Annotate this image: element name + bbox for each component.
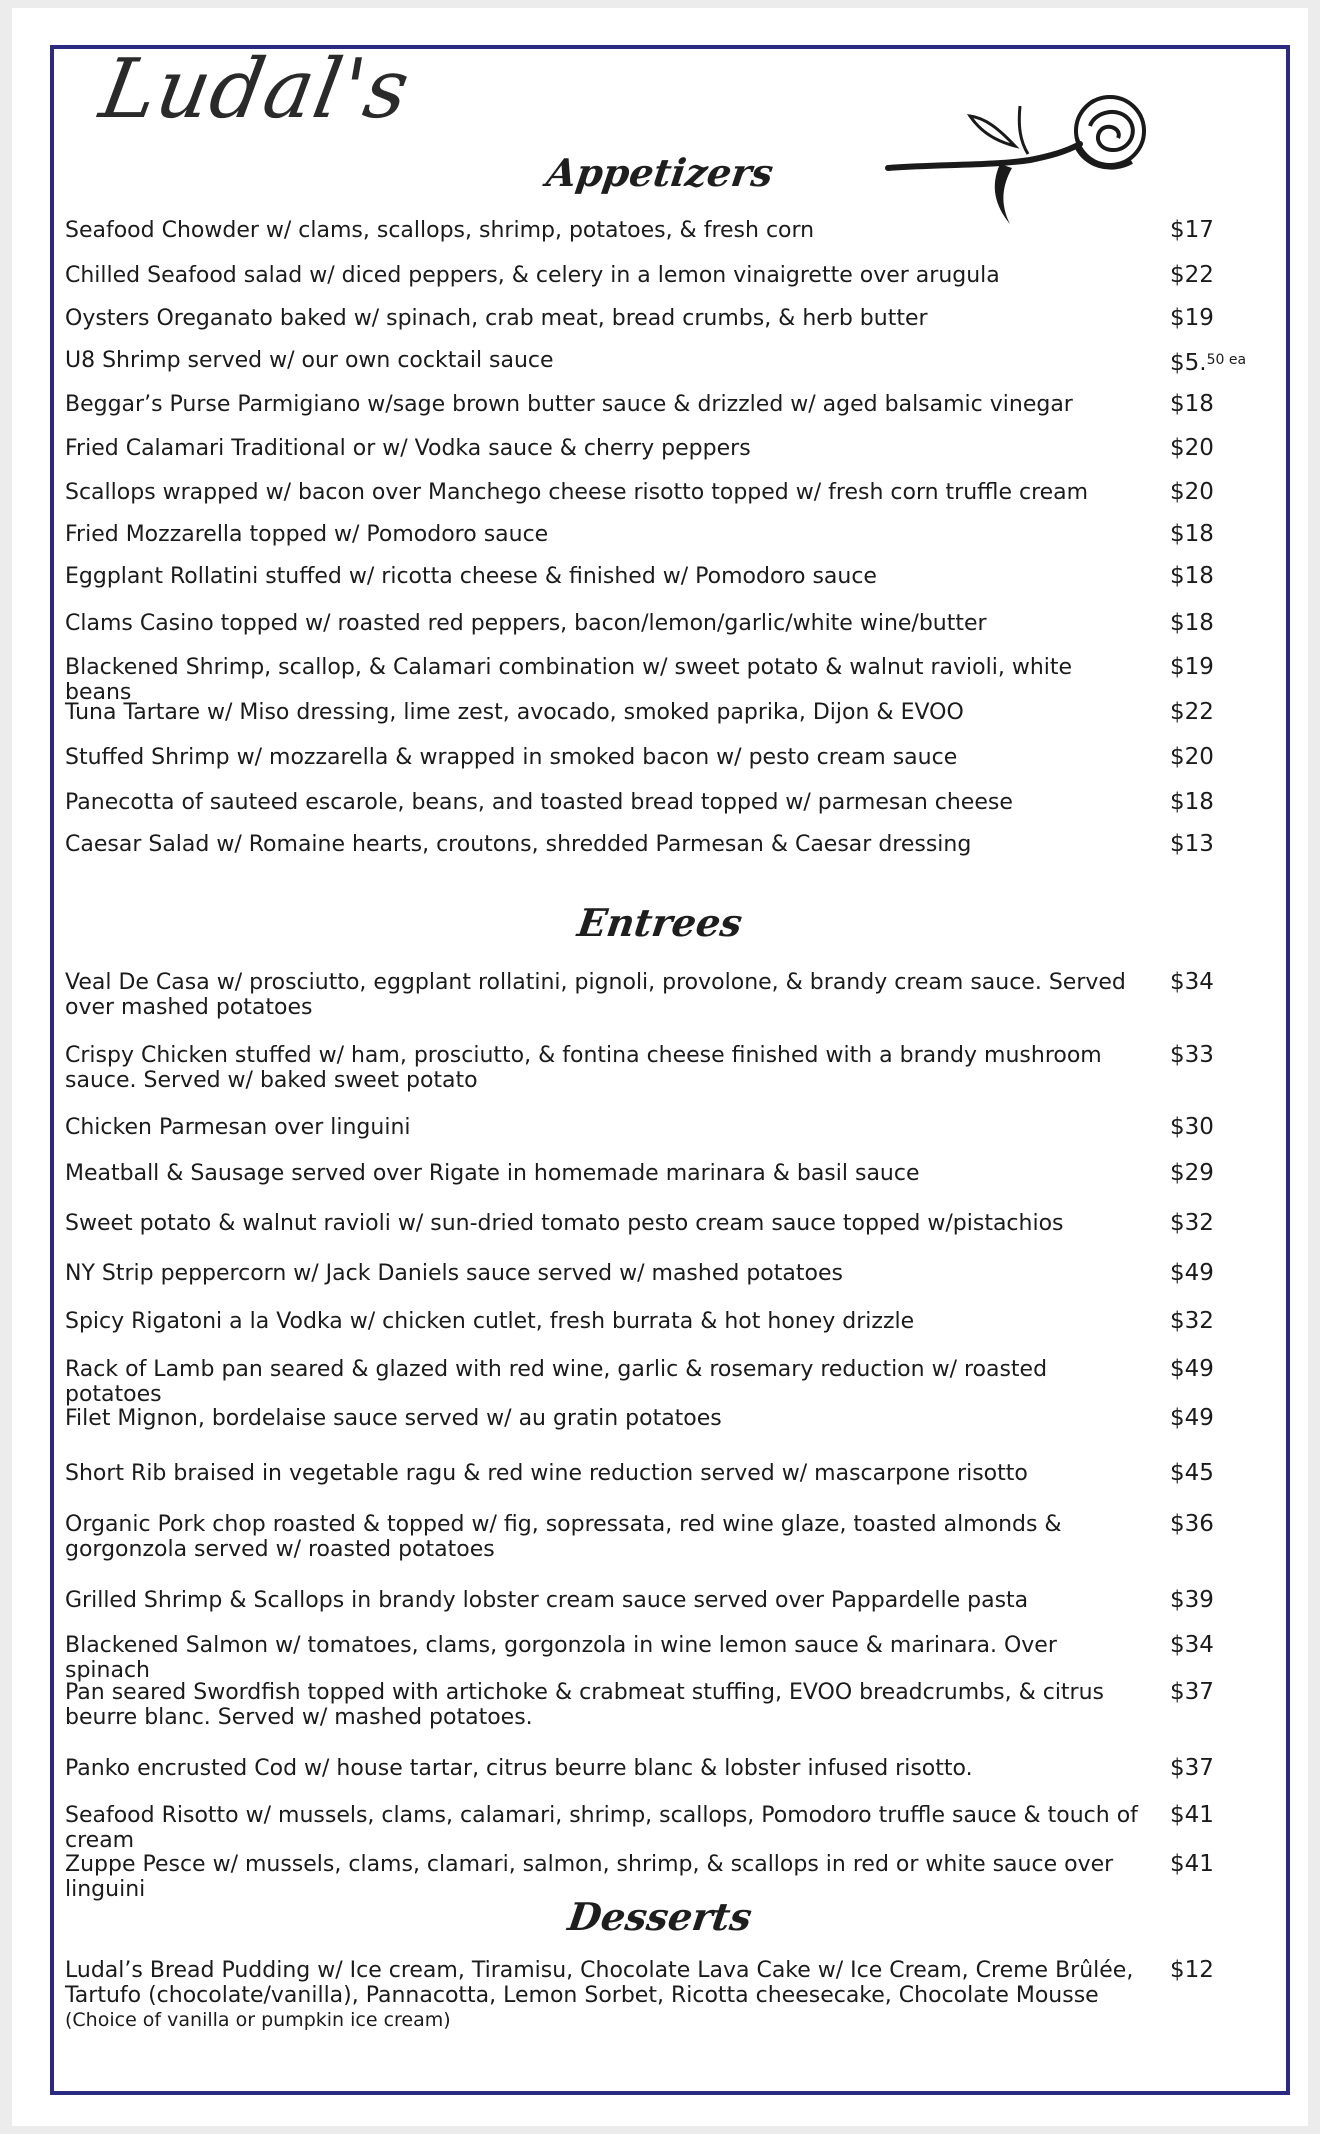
price-value: $39 xyxy=(1170,1587,1214,1613)
menu-item-description: Crispy Chicken stuffed w/ ham, prosciutto, & fontina cheese finished with a brandy mushroom sauce. Served w/ baked sweet potato xyxy=(65,1043,1102,1093)
menu-item-price xyxy=(1170,263,1270,288)
menu-item xyxy=(65,832,1170,857)
menu-item-description: Blackened Salmon w/ tomatoes, clams, gorgonzola in wine lemon sauce & marinara. Over spinach xyxy=(65,1633,1057,1683)
menu-item xyxy=(65,1161,1170,1186)
menu-item-price xyxy=(1170,392,1270,417)
menu-item-price xyxy=(1170,1512,1270,1537)
price-value: $20 xyxy=(1170,479,1214,505)
entrees-heading: Entrees xyxy=(574,900,746,945)
menu-item-description: Chicken Parmesan over linguini xyxy=(65,1115,411,1140)
menu-item xyxy=(65,1043,1170,1093)
desserts-heading: Desserts xyxy=(565,1894,755,1939)
menu-item-description: Chilled Seafood salad w/ diced peppers, & celery in a lemon vinaigrette over arugula xyxy=(65,263,1000,288)
menu-item-description: Panecotta of sauteed escarole, beans, and toasted bread topped w/ parmesan cheese xyxy=(65,790,1013,815)
menu-item xyxy=(65,1211,1170,1236)
menu-item-price xyxy=(1170,348,1270,376)
menu-item-description: Beggar’s Purse Parmigiano w/sage brown butter sauce & drizzled w/ aged balsamic vinegar xyxy=(65,392,1073,417)
menu-item-description: Rack of Lamb pan seared & glazed with red wine, garlic & rosemary reduction w/ roasted potatoes xyxy=(65,1357,1048,1407)
menu-item-price xyxy=(1170,306,1270,331)
menu-item xyxy=(65,790,1170,815)
restaurant-logo xyxy=(93,42,417,152)
menu-item xyxy=(65,1115,1170,1140)
menu-item xyxy=(65,745,1170,770)
menu-item-description: Seafood Risotto w/ mussels, clams, calamari, shrimp, scallops, Pomodoro truffle sauce & touch of cream xyxy=(65,1803,1138,1853)
menu-item-description: Tuna Tartare w/ Miso dressing, lime zest, avocado, smoked paprika, Dijon & EVOO xyxy=(65,700,964,725)
menu-item-price xyxy=(1170,1803,1270,1828)
menu-item xyxy=(65,522,1170,547)
menu-item-description: Panko encrusted Cod w/ house tartar, citrus beurre blanc & lobster infused risotto. xyxy=(65,1756,973,1781)
menu-item-price xyxy=(1170,1852,1270,1877)
price-value: $18 xyxy=(1170,521,1214,547)
menu-item-price xyxy=(1170,480,1270,505)
price-value: $19 xyxy=(1170,654,1214,680)
price-value: $36 xyxy=(1170,1511,1214,1537)
price-suffix: 50 ea xyxy=(1206,352,1247,368)
appetizers-heading: Appetizers xyxy=(543,150,777,195)
menu-item-price xyxy=(1170,745,1270,770)
menu-item xyxy=(65,1512,1170,1562)
menu-item-price xyxy=(1170,700,1270,725)
price-value: $34 xyxy=(1170,969,1214,995)
menu-item-price xyxy=(1170,1161,1270,1186)
menu-item-price xyxy=(1170,1588,1270,1613)
price-value: $17 xyxy=(1170,217,1214,243)
price-value: $30 xyxy=(1170,1114,1214,1140)
menu-item xyxy=(65,436,1170,461)
menu-item-description: Scallops wrapped w/ bacon over Manchego cheese risotto topped w/ fresh corn truffle cream xyxy=(65,480,1089,505)
menu-item xyxy=(65,611,1170,636)
menu-item xyxy=(65,1803,1170,1853)
menu-item xyxy=(65,348,1170,373)
menu-item-description: Fried Mozzarella topped w/ Pomodoro sauce xyxy=(65,522,549,547)
menu-item-price xyxy=(1170,1633,1270,1658)
menu-item xyxy=(65,700,1170,725)
menu-item xyxy=(65,1756,1170,1781)
price-value: $22 xyxy=(1170,262,1214,288)
menu-item-price xyxy=(1170,1043,1270,1068)
menu-item xyxy=(65,1261,1170,1286)
price-value: $13 xyxy=(1170,831,1214,857)
menu-item-description: U8 Shrimp served w/ our own cocktail sauce xyxy=(65,348,554,373)
price-value: $20 xyxy=(1170,435,1214,461)
price-value: $5. xyxy=(1170,350,1207,376)
price-value: $18 xyxy=(1170,391,1214,417)
menu-item-description: Spicy Rigatoni a la Vodka w/ chicken cutlet, fresh burrata & hot honey drizzle xyxy=(65,1309,915,1334)
price-value: $37 xyxy=(1170,1755,1214,1781)
menu-item-price xyxy=(1170,1680,1270,1705)
menu-item xyxy=(65,655,1170,705)
menu-item-description: Sweet potato & walnut ravioli w/ sun-dried tomato pesto cream sauce topped w/pistachios xyxy=(65,1211,1064,1236)
menu-item-price xyxy=(1170,1261,1270,1286)
menu-item-description: Pan seared Swordfish topped with artichoke & crabmeat stuffing, EVOO breadcrumbs, & citrus beurre blanc. Served w/ mashed potatoes. xyxy=(65,1680,1105,1730)
price-value: $20 xyxy=(1170,744,1214,770)
menu-item-price xyxy=(1170,790,1270,815)
menu-item-note: (Choice of vanilla or pumpkin ice cream) xyxy=(65,2009,451,2031)
menu-item-price xyxy=(1170,436,1270,461)
price-value: $49 xyxy=(1170,1260,1214,1286)
price-value: $29 xyxy=(1170,1160,1214,1186)
menu-item-description: Filet Mignon, bordelaise sauce served w/ au gratin potatoes xyxy=(65,1406,722,1431)
price-value: $18 xyxy=(1170,610,1214,636)
menu-item-price xyxy=(1170,1357,1270,1382)
menu-item-description: Veal De Casa w/ prosciutto, eggplant rollatini, pignoli, provolone, & brandy cream sauce. Served over mashed potatoes xyxy=(65,970,1126,1020)
menu-item-price xyxy=(1170,1958,1270,1983)
menu-item-description: Oysters Oreganato baked w/ spinach, crab meat, bread crumbs, & herb butter xyxy=(65,306,928,331)
menu-item-description: Ludal’s Bread Pudding w/ Ice cream, Tiramisu, Chocolate Lava Cake w/ Ice Cream, Creme Brûlée, Tartufo (chocolate/vanilla), Pannacotta, Lemon Sorbet, Ricotta cheesecake, Chocolate Mousse xyxy=(65,1958,1134,2008)
price-value: $22 xyxy=(1170,699,1214,725)
menu-item-description: Short Rib braised in vegetable ragu & red wine reduction served w/ mascarpone risotto xyxy=(65,1461,1028,1486)
menu-item-price xyxy=(1170,1406,1270,1431)
menu-item xyxy=(65,480,1170,505)
menu-item-description: Blackened Shrimp, scallop, & Calamari combination w/ sweet potato & walnut ravioli, white beans xyxy=(65,655,1073,705)
menu-item-price xyxy=(1170,832,1270,857)
menu-item-price xyxy=(1170,522,1270,547)
menu-item-description: Meatball & Sausage served over Rigate in homemade marinara & basil sauce xyxy=(65,1161,920,1186)
menu-item xyxy=(65,1588,1170,1613)
menu-item-description: NY Strip peppercorn w/ Jack Daniels sauce served w/ mashed potatoes xyxy=(65,1261,843,1286)
menu-item-price xyxy=(1170,1309,1270,1334)
menu-item-description: Zuppe Pesce w/ mussels, clams, clamari, salmon, shrimp, & scallops in red or white sauce over linguini xyxy=(65,1852,1114,1902)
menu-item-description: Caesar Salad w/ Romaine hearts, croutons, shredded Parmesan & Caesar dressing xyxy=(65,832,972,857)
menu-item xyxy=(65,1406,1170,1431)
menu-item xyxy=(65,1357,1170,1407)
price-value: $32 xyxy=(1170,1308,1214,1334)
price-value: $18 xyxy=(1170,789,1214,815)
menu-item-price xyxy=(1170,1756,1270,1781)
menu-item-price xyxy=(1170,564,1270,589)
price-value: $41 xyxy=(1170,1851,1214,1877)
price-value: $33 xyxy=(1170,1042,1214,1068)
menu-item xyxy=(65,263,1170,288)
menu-item xyxy=(65,1461,1170,1486)
menu-item xyxy=(65,564,1170,589)
menu-item xyxy=(65,306,1170,331)
price-value: $18 xyxy=(1170,563,1214,589)
menu-item xyxy=(65,1309,1170,1334)
price-value: $34 xyxy=(1170,1632,1214,1658)
menu-item-price xyxy=(1170,655,1270,680)
price-value: $19 xyxy=(1170,305,1214,331)
restaurant-name: Ludal's xyxy=(93,42,417,137)
menu-item-description: Organic Pork chop roasted & topped w/ fig, sopressata, red wine glaze, toasted almonds & gorgonzola served w/ roasted potatoes xyxy=(65,1512,1062,1562)
menu-item-price xyxy=(1170,1461,1270,1486)
menu-item-description: Stuffed Shrimp w/ mozzarella & wrapped in smoked bacon w/ pesto cream sauce xyxy=(65,745,958,770)
menu-item xyxy=(65,1680,1170,1730)
menu-item-description: Clams Casino topped w/ roasted red peppers, bacon/lemon/garlic/white wine/butter xyxy=(65,611,987,636)
menu-item xyxy=(65,1958,1170,2032)
price-value: $49 xyxy=(1170,1405,1214,1431)
menu-item-price xyxy=(1170,611,1270,636)
menu-item-price xyxy=(1170,1115,1270,1140)
menu-item-description: Fried Calamari Traditional or w/ Vodka sauce & cherry peppers xyxy=(65,436,751,461)
price-value: $45 xyxy=(1170,1460,1214,1486)
menu-item xyxy=(65,1633,1170,1683)
menu-item-price xyxy=(1170,1211,1270,1236)
price-value: $37 xyxy=(1170,1679,1214,1705)
menu-item xyxy=(65,392,1170,417)
menu-item-price xyxy=(1170,218,1270,243)
price-value: $41 xyxy=(1170,1802,1214,1828)
menu-item xyxy=(65,218,1170,243)
menu-item-description: Eggplant Rollatini stuffed w/ ricotta cheese & finished w/ Pomodoro sauce xyxy=(65,564,877,589)
menu-item xyxy=(65,970,1170,1020)
price-value: $32 xyxy=(1170,1210,1214,1236)
menu-item-description: Seafood Chowder w/ clams, scallops, shrimp, potatoes, & fresh corn xyxy=(65,218,815,243)
price-value: $12 xyxy=(1170,1957,1214,1983)
menu-item-description: Grilled Shrimp & Scallops in brandy lobster cream sauce served over Pappardelle pasta xyxy=(65,1588,1029,1613)
price-value: $49 xyxy=(1170,1356,1214,1382)
menu-item-price xyxy=(1170,970,1270,995)
